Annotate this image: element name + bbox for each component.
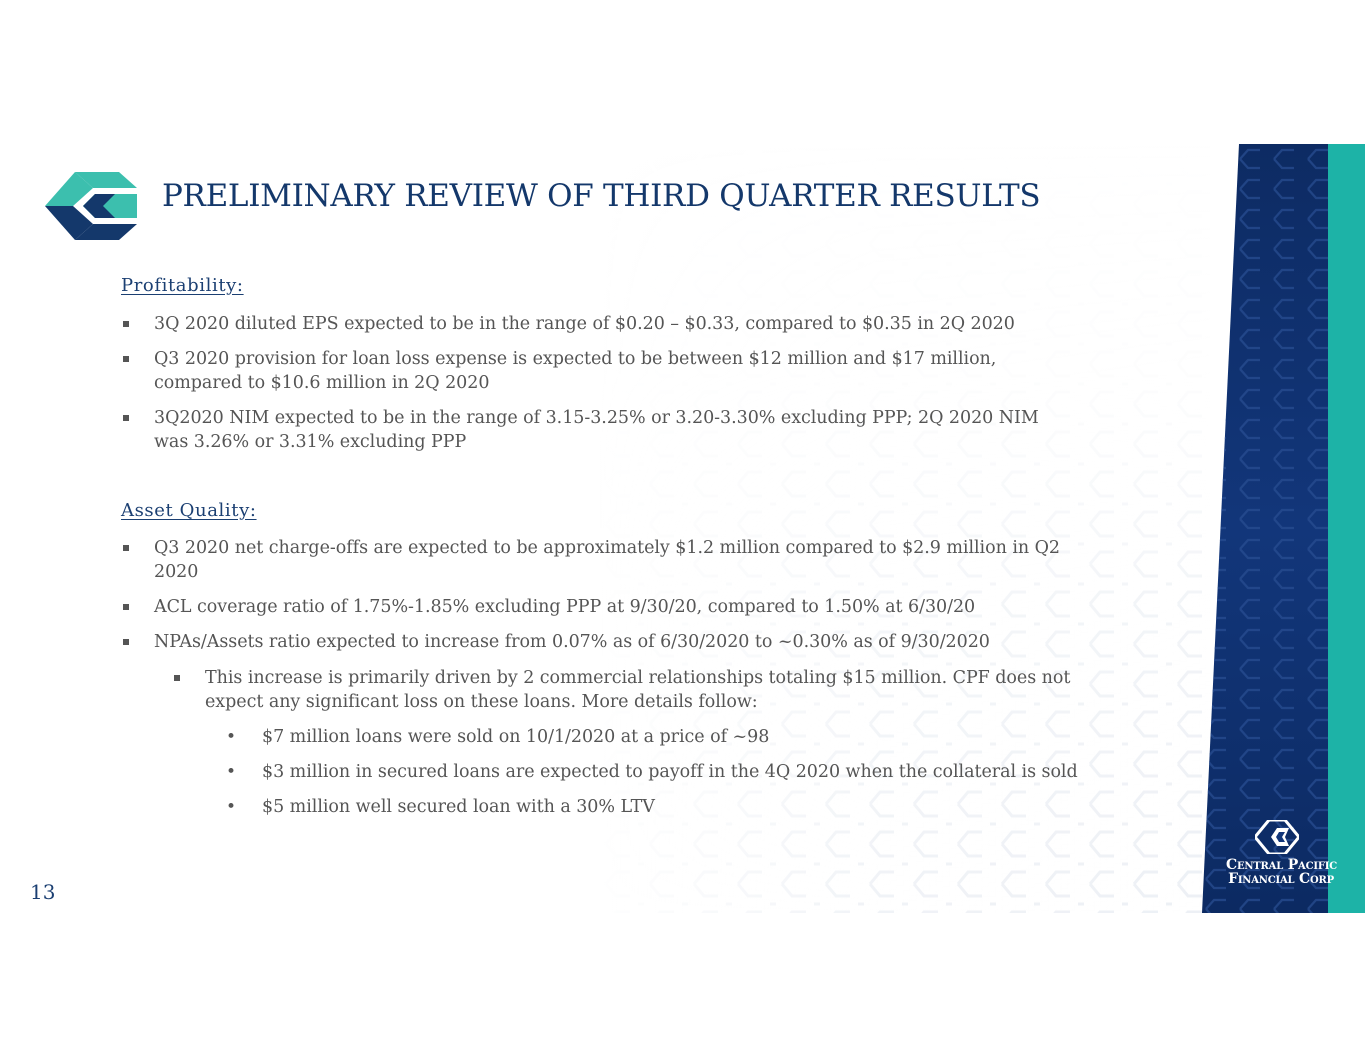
square-bullet-icon xyxy=(123,604,129,610)
square-bullet-icon xyxy=(123,321,129,327)
company-small-logo-icon xyxy=(1255,820,1299,854)
round-bullet-icon: • xyxy=(226,797,236,817)
brand-line-2: Financial Corp xyxy=(1228,871,1334,887)
page-number: 13 xyxy=(30,880,56,904)
page-title: PRELIMINARY REVIEW OF THIRD QUARTER RESULTS xyxy=(162,178,1041,214)
asset-quality-heading: Asset Quality: xyxy=(121,500,257,521)
list-item xyxy=(123,347,996,395)
brand-line-1: Central Pacific xyxy=(1226,857,1337,873)
bullet-text: 3Q2020 NIM expected to be in the range of 3.15-3.25% or 3.20-3.30% excluding PPP; 2Q 2020 NIM xyxy=(154,408,1039,428)
square-bullet-icon xyxy=(123,415,129,421)
round-bullet-icon: • xyxy=(226,727,236,747)
bullet-text: Q3 2020 provision for loan loss expense is expected to be between $12 million and $17 million, xyxy=(154,349,997,369)
bullet-text: was 3.26% or 3.31% excluding PPP xyxy=(154,432,467,452)
bullet-text: $7 million loans were sold on 10/1/2020 at a price of ~98 xyxy=(262,727,770,747)
list-item xyxy=(123,595,975,619)
slide xyxy=(0,144,1365,913)
bullet-text: $3 million in secured loans are expected to payoff in the 4Q 2020 when the collateral is sold xyxy=(262,762,1078,782)
bullet-text: 3Q 2020 diluted EPS expected to be in the range of $0.20 – $0.33, compared to $0.35 in 2Q 2020 xyxy=(154,314,1015,334)
company-logo-icon xyxy=(45,172,137,240)
bullet-text: compared to $10.6 million in 2Q 2020 xyxy=(154,373,490,393)
bullet-text: $5 million well secured loan with a 30% LTV xyxy=(262,797,655,817)
list-item xyxy=(123,536,1060,584)
bullet-text: 2020 xyxy=(154,562,199,582)
profitability-heading: Profitability: xyxy=(121,275,244,296)
list-item xyxy=(226,795,655,819)
list-item xyxy=(174,666,1070,714)
square-bullet-icon xyxy=(123,356,129,362)
background-pattern xyxy=(600,144,1210,913)
square-bullet-icon xyxy=(123,639,129,645)
square-bullet-icon xyxy=(123,545,129,551)
list-item xyxy=(226,760,1078,784)
list-item xyxy=(123,406,1039,454)
list-item xyxy=(123,630,990,654)
bullet-text: This increase is primarily driven by 2 commercial relationships totaling $15 million. CPF does not xyxy=(205,668,1071,688)
list-item xyxy=(123,312,1015,336)
side-panel xyxy=(1202,144,1365,913)
bullet-text: ACL coverage ratio of 1.75%-1.85% excluding PPP at 9/30/20, compared to 1.50% at 6/30/20 xyxy=(154,597,976,617)
bullet-text: Q3 2020 net charge-offs are expected to be approximately $1.2 million compared to $2.9 million in Q2 xyxy=(154,538,1060,558)
round-bullet-icon: • xyxy=(226,762,236,782)
bullet-text: NPAs/Assets ratio expected to increase from 0.07% as of 6/30/2020 to ~0.30% as of 9/30/2020 xyxy=(154,632,990,652)
bullet-text: expect any significant loss on these loans. More details follow: xyxy=(205,692,758,712)
square-bullet-icon xyxy=(174,675,180,681)
brand-name xyxy=(1226,858,1336,886)
list-item xyxy=(226,725,769,749)
